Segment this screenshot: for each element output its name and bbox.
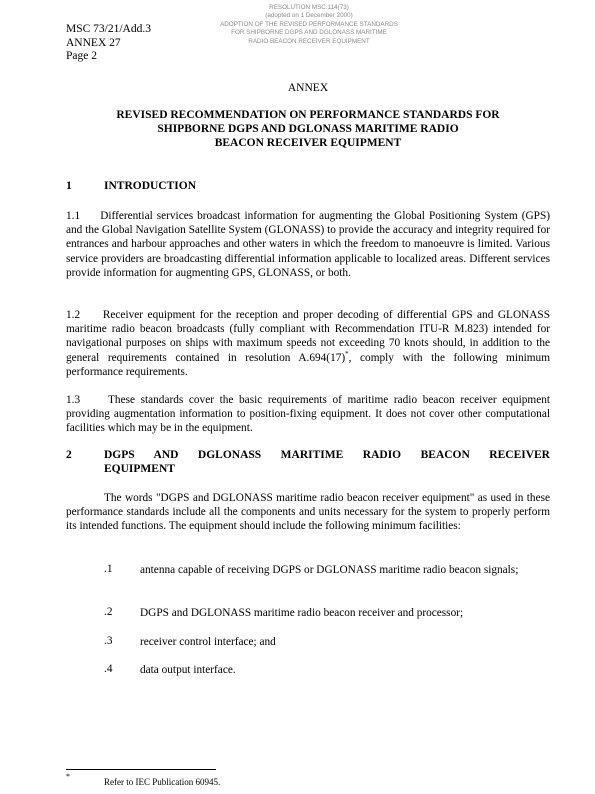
title-line: REVISED RECOMMENDATION ON PERFORMANCE STANDARDS FOR (116, 109, 500, 121)
page-number: Page 2 (66, 50, 97, 62)
annex-number: ANNEX 27 (66, 36, 121, 49)
list-item-text: DGPS and DGLONASS maritime radio beacon receiver and processor; (140, 607, 464, 619)
footnote-rule (66, 769, 216, 770)
section-1-number: 1 (66, 180, 72, 192)
resolution-header (200, 4, 418, 46)
resolution-title-line: FOR SHIPBORNE DGPS AND DGLONASS MARITIME (231, 29, 387, 37)
paragraph-1-3: 1.3 These standards cover the basic requirements of maritime radio beacon receiver equipment providing augmentation information to position-fixing equipment. It does not cover other computational facilities which may be in the equipment. (66, 394, 550, 435)
document-reference (66, 23, 151, 64)
paragraph-1-2-text: 1.2 Receiver equipment for the reception and proper decoding of differential GPS and GLONASS maritime radio beacon broadcasts (fully compliant with Recommendation ITU-R M.823) intended for navigational purposes on ships with maximum speeds not exceeding 70 knots should, in addition to the general requirements contained in resolution A.694(17) (66, 309, 550, 364)
paragraph-1-2 (66, 308, 550, 379)
resolution-title-line: RADIO BEACON RECEIVER EQUIPMENT (248, 37, 370, 45)
footnote-reference: * (345, 349, 349, 358)
section-1-heading: INTRODUCTION (104, 180, 197, 192)
document-title (66, 108, 550, 150)
list-item-text: receiver control interface; and (140, 636, 276, 648)
paragraph-1-2-end: , comply with the following minimum performance requirements. (66, 351, 550, 378)
footnote-mark: * (66, 772, 70, 781)
paragraph-2-intro: The words "DGPS and DGLONASS maritime radio beacon receiver equipment" as used in these performance standards include all the components and units necessary for the system to properly perform its intended functions. The equipment should include the following minimum facilities: (66, 492, 550, 533)
list-item-number: .1 (104, 563, 113, 575)
paragraph-1-1: 1.1 Differential services broadcast information for augmenting the Global Positioning System (GPS) and the Global Navigation Satellite System (GLONASS) to provide the accuracy and integrity required for entrances and harbour approaches and other waters in which the freedom to manoeuvre is limited. Various service providers are broadcasting differential information applicable to localized areas. Different services provide information for augmenting GPS, GLONASS, or both. (66, 210, 550, 279)
footnote-text: Refer to IEC Publication 60945. (104, 777, 221, 787)
resolution-number: RESOLUTION MSC.114(73) (269, 4, 349, 11)
annex-label: ANNEX (287, 82, 329, 94)
section-2-number: 2 (66, 449, 72, 461)
section-2-heading: DGPS AND DGLONASS MARITIME RADIO BEACON RECEIVER (104, 449, 550, 461)
list-item-text: antenna capable of receiving DGPS or DGLONASS maritime radio beacon signals; (140, 564, 519, 576)
list-item-number: .4 (104, 663, 113, 675)
list-item-number: .2 (104, 606, 113, 618)
title-line: SHIPBORNE DGPS AND DGLONASS MARITIME RADIO (157, 123, 459, 135)
section-2-heading-cont: EQUIPMENT (104, 463, 175, 475)
title-line: BEACON RECEIVER EQUIPMENT (214, 137, 402, 149)
list-item-text: data output interface. (140, 664, 236, 676)
resolution-adopted: (adopted on 1 December 2000) (265, 12, 353, 20)
list-item-number: .3 (104, 635, 113, 647)
resolution-title-line: ADOPTION OF THE REVISED PERFORMANCE STANDARDS (220, 20, 398, 28)
doc-symbol: MSC 73/21/Add.3 (66, 23, 151, 35)
